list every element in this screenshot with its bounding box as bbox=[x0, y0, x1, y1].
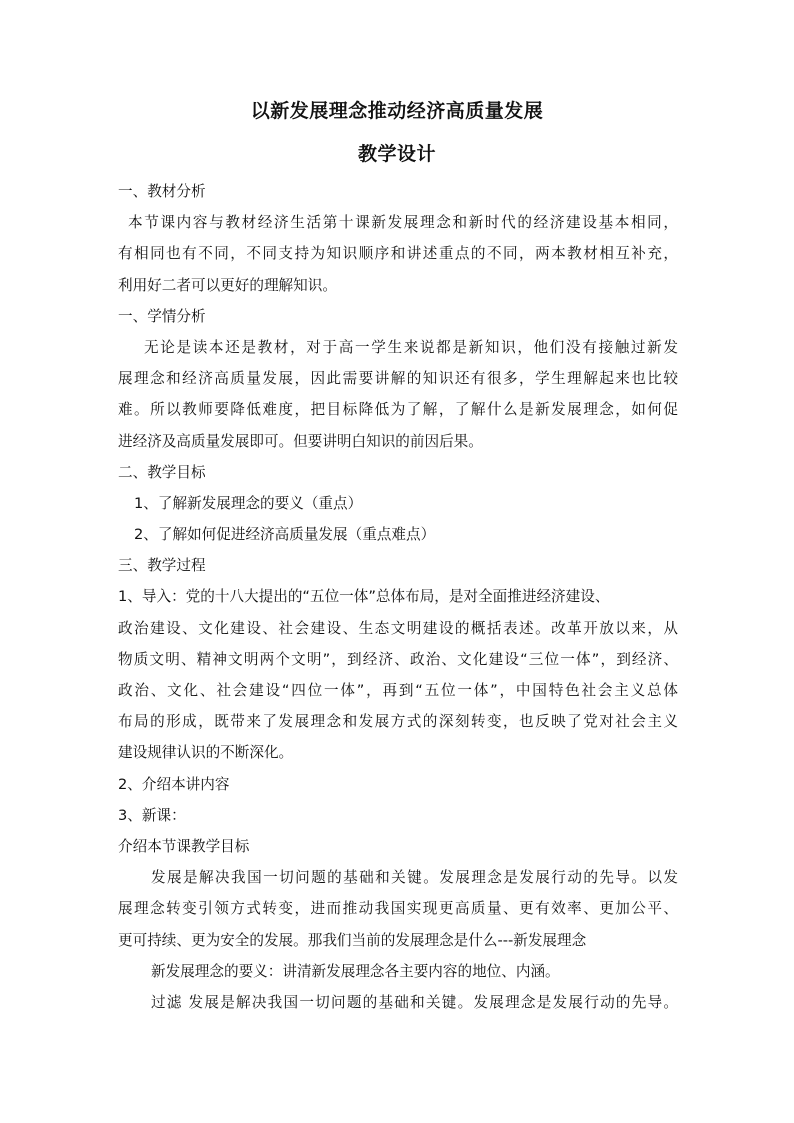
text-line: 建设规律认识的不断深化。 bbox=[118, 744, 294, 762]
text-line: 展理念和经济高质量发展，因此需要讲解的知识还有很多，学生理解起来也比较 bbox=[118, 370, 678, 388]
text-line: 利用好二者可以更好的理解知识。 bbox=[118, 276, 337, 294]
text-line: 一、教材分析 bbox=[118, 183, 206, 200]
text-line: 展理念转变引领方式转变，进而推动我国实现更高质量、更有效率、更加公平、 bbox=[118, 900, 678, 918]
text-line: 政治、文化、社会建设“四位一体”，再到“五位一体”，中国特色社会主义总体 bbox=[118, 682, 678, 699]
text-line: 3、新课： bbox=[118, 806, 186, 824]
document-subtitle: 教学设计 bbox=[357, 143, 436, 165]
text-line: 物质文明、精神文明两个文明”，到经济、政治、文化建设“三位一体”，到经济、 bbox=[118, 650, 678, 668]
text-line: 政治建设、文化建设、社会建设、生态文明建设的概括表述。改革开放以来，从 bbox=[118, 619, 678, 637]
text-line: 二、教学目标 bbox=[118, 463, 206, 481]
text-line: 新发展理念的要义：讲清新发展理念各主要内容的地位、内涵。 bbox=[151, 962, 560, 980]
text-line: 1、了解新发展理念的要义（重点） bbox=[134, 494, 363, 512]
text-line: 2、了解如何促进经济高质量发展（重点难点） bbox=[134, 526, 436, 544]
text-line: 发展是解决我国一切问题的基础和关键。发展理念是发展行动的先导。以发 bbox=[151, 869, 678, 887]
text-line: 本节课内容与教材经济生活第十课新发展理念和新时代的经济建设基本相同， bbox=[128, 214, 678, 232]
text-line: 介绍本节课教学目标 bbox=[118, 837, 250, 855]
text-line: 三、教学过程 bbox=[118, 557, 206, 575]
text-line: 进经济及高质量发展即可。但要讲明白知识的前因后果。 bbox=[118, 432, 483, 450]
text-line: 一、学情分析 bbox=[118, 307, 206, 325]
text-line: 难。所以教师要降低难度，把目标降低为了解，了解什么是新发展理念，如何促 bbox=[118, 401, 678, 419]
text-line: 布局的形成，既带来了发展理念和发展方式的深刻转变，也反映了党对社会主义 bbox=[118, 713, 678, 731]
text-line: 有相同也有不同，不同支持为知识顺序和讲述重点的不同，两本教材相互补充， bbox=[118, 245, 678, 263]
text-line: 过滤 发展是解决我国一切问题的基础和关键。发展理念是发展行动的先导。 bbox=[151, 993, 678, 1011]
text-line: 2、介绍本讲内容 bbox=[118, 775, 230, 793]
text-line: 无论是读本还是教材，对于高一学生来说都是新知识，他们没有接触过新发 bbox=[144, 338, 678, 356]
document-body bbox=[118, 176, 678, 1018]
text-line: 更可持续、更为安全的发展。那我们当前的发展理念是什么---新发展理念 bbox=[118, 931, 587, 949]
document-title: 以新发展理念推动经济高质量发展 bbox=[250, 100, 544, 122]
text-line: 1、导入：党的十八大提出的“五位一体”总体布局，是对全面推进经济建设、 bbox=[118, 588, 610, 606]
